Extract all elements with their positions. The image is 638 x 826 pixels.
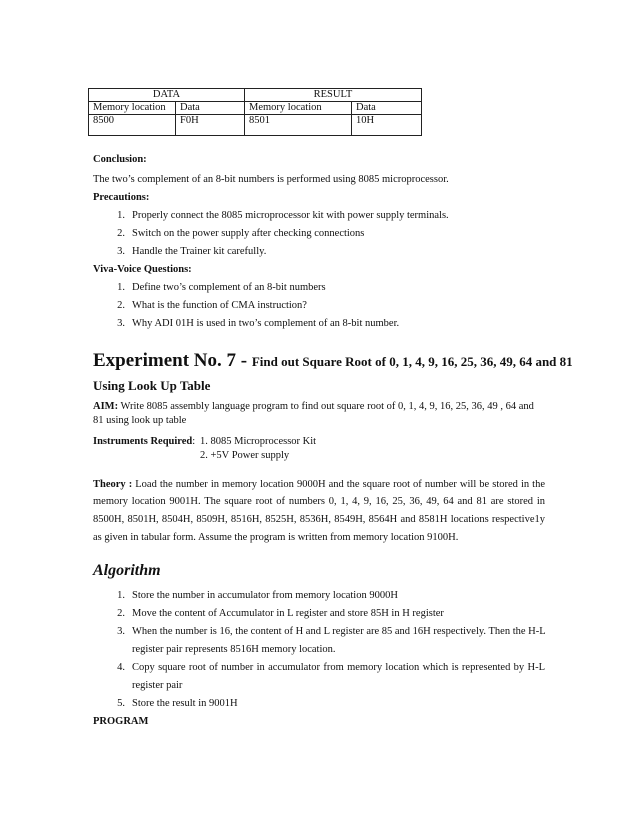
- instrument-item: 1. 8085 Microprocessor Kit: [200, 436, 317, 447]
- experiment-title: [93, 350, 573, 372]
- experiment-title-line1: Find out Square Root of 0, 1, 4, 9, 16, 25, 36, 49, 64 and 81: [251, 354, 573, 369]
- instrument-item: 2. +5V Power supply: [200, 450, 290, 461]
- program-heading: PROGRAM: [93, 716, 149, 727]
- theory-label: Theory :: [93, 479, 133, 490]
- table-col-memory-location: Memory location: [89, 102, 176, 115]
- experiment-title-line2: Using Look Up Table: [93, 378, 211, 393]
- table-header-data: DATA: [89, 89, 245, 102]
- table-col-data: Data: [176, 102, 245, 115]
- table-cell: F0H: [176, 115, 245, 136]
- viva-heading: Viva-Voice Questions:: [93, 264, 192, 275]
- table-header-result: RESULT: [245, 89, 422, 102]
- instruments-row: Instruments Required:: [93, 436, 196, 447]
- conclusion-heading: Conclusion:: [93, 154, 147, 165]
- table-cell: 8500: [89, 115, 176, 136]
- table-cell: 8501: [245, 115, 352, 136]
- table-row: [89, 115, 422, 136]
- theory-line: as given in tabular form. Assume the program is written from memory location 9100H.: [93, 532, 459, 543]
- theory-line: Theory : Load the number in memory location 9000H and the square root of number will be stored in the: [93, 479, 545, 490]
- table-header-row: [89, 89, 422, 102]
- algorithm-heading: Algorithm: [93, 562, 161, 579]
- experiment-label: Experiment No. 7 -: [93, 350, 252, 371]
- aim-label: AIM:: [93, 401, 119, 412]
- document-page: DATA RESULT Memory location Data Memory location Data 8500 F0H 8501 10H Conclusion: The two’s complement of an 8-bit numbers is performed using 8085 microprocessor. Precautions: 1. Properly connect the 8085 microprocessor kit with power supply terminals. 2. Switch on the power supply after checking connections 3. Handle the Trainer kit carefully. Viva-Voice Questions: 1. Define two’s complement of an 8-bit numbers 2. What is the function of CMA instruction? 3. Why ADI 01H is used in two’s complement of an 8-bit number. Experiment No. 7 - Find out Square Root of 0, 1, 4, 9, 16, 25, 36, 49, 64 and 81 Using Look Up Table AIM: Write 8085 assembly language program to find out square root of 0, 1, 4, 9, 16, 25, 36, 49 , 64 and 81 using look up table Instruments Required: 1. 8085 Microprocessor Kit 2. +5V Power supply Theory : Load the number in memory location 9000H and the square root of number will be stored in the memory location 9001H. The square root of numbers 0, 1, 4, 9, 16, 25, 36, 49, 64 and 81 are stored in 8500H, 8501H, 8504H, 8509H, 8516H, 8525H, 8536H, 8549H, 8564H and 8581H locations respective1y as given in tabular form. Assume the program is written from memory location 9100H. Algorithm 1. Store the number in accumulator from memory location 9000H 2. Move the content of Accumulator in L register and store 85H in H register 3. When the number is 16, the content of H and L register are 85 and 16H respectively. Then the H-L register pair represents 8516H memory location. 4. Copy square root of number in accumulator from memory location which is represented by H-L register pair 5. Store the result in 9001H PROGRAM: [0, 0, 638, 826]
- theory-line: 8500H, 8501H, 8504H, 8509H, 8516H, 8525H, 8536H, 8549H, 8564H and 8581H locations respective1y: [93, 514, 545, 525]
- table-col-data: Data: [352, 102, 422, 115]
- instruments-label: Instruments Required: [93, 436, 193, 447]
- theory-line: memory location 9001H. The square root of numbers 0, 1, 4, 9, 16, 25, 36, 49, 64 and 81 are stored in: [93, 496, 545, 507]
- aim-text: Write 8085 assembly language program to find out square root of 0, 1, 4, 9, 16, 25, 36, 49 , 64 and: [120, 401, 534, 412]
- precautions-heading: Precautions:: [93, 192, 150, 203]
- conclusion-text: The two’s complement of an 8-bit numbers is performed using 8085 microprocessor.: [93, 174, 449, 185]
- aim-line1: [93, 400, 534, 414]
- table-column-row: [89, 102, 422, 115]
- aim-line2: 81 using look up table: [93, 415, 187, 426]
- data-result-table: [88, 88, 422, 136]
- table-cell: 10H: [352, 115, 422, 136]
- table-col-memory-location: Memory location: [245, 102, 352, 115]
